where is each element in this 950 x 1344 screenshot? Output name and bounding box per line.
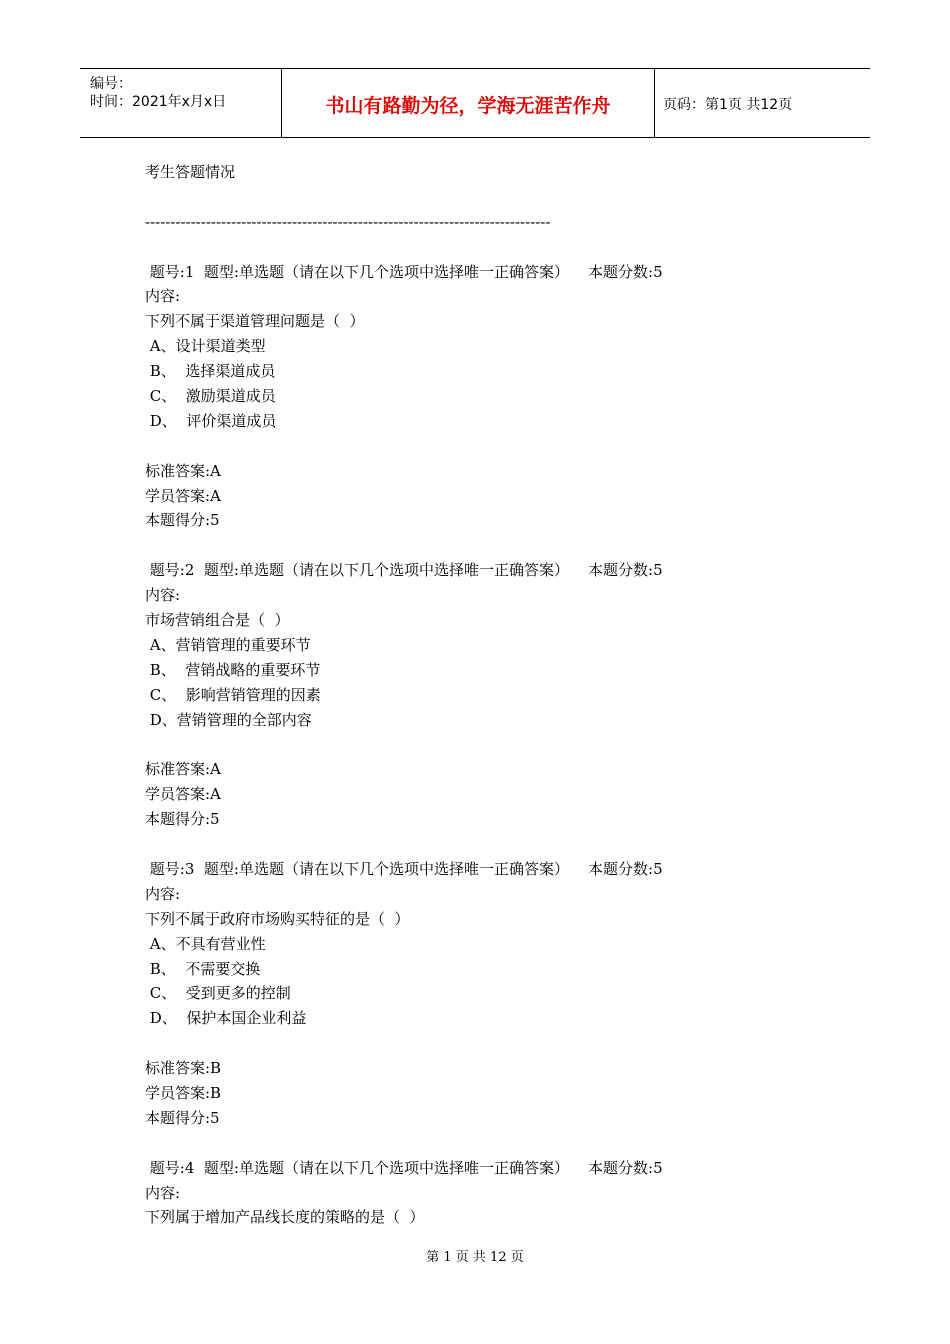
question-score: 本题得分:5: [145, 1108, 220, 1127]
content-label: 内容:: [145, 1183, 181, 1202]
option-c: C、 受到更多的控制: [145, 984, 291, 1003]
motto-text: 书山有路勤为径，学海无涯苦作舟: [325, 95, 611, 117]
question-stem: 下列不属于渠道管理问题是（ ）: [145, 312, 365, 331]
question-stem: 下列属于增加产品线长度的策略的是（ ）: [145, 1208, 425, 1227]
document-header: [80, 68, 870, 138]
section-title: 考生答题情况: [145, 163, 236, 181]
option-a: A、不具有营业性: [145, 934, 266, 953]
option-b: B、 选择渠道成员: [145, 362, 276, 381]
question-stem: 下列不属于政府市场购买特征的是（ ）: [145, 909, 410, 928]
question-stem: 市场营销组合是（ ）: [145, 611, 290, 630]
content-label: 内容:: [145, 287, 181, 306]
question-block: [145, 558, 805, 857]
exam-content: [145, 160, 805, 1230]
header-page-label: 页码：第1页 共12页: [663, 97, 793, 113]
question-score: 本题得分:5: [145, 810, 220, 829]
student-answer: 学员答案:A: [145, 486, 221, 505]
option-d: D、营销管理的全部内容: [145, 710, 312, 729]
question-block: [145, 1156, 805, 1231]
question-block: [145, 260, 805, 559]
option-d: D、 保护本国企业利益: [145, 1009, 307, 1028]
question-header: 题号:4 题型:单选题（请在以下几个选项中选择唯一正确答案） 本题分数:5: [145, 1158, 663, 1177]
standard-answer: 标准答案:A: [145, 461, 221, 480]
question-block: [145, 857, 805, 1156]
option-c: C、 激励渠道成员: [145, 387, 276, 406]
time-label: 时间：2021年x月x日: [90, 94, 227, 110]
option-a: A、设计渠道类型: [145, 337, 266, 356]
question-score: 本题得分:5: [145, 511, 220, 530]
option-c: C、 影响营销管理的因素: [145, 685, 321, 704]
content-label: 内容:: [145, 884, 181, 903]
standard-answer: 标准答案:A: [145, 760, 221, 779]
student-answer: 学员答案:B: [145, 1083, 222, 1102]
option-b: B、 营销战略的重要环节: [145, 660, 321, 679]
question-header: 题号:3 题型:单选题（请在以下几个选项中选择唯一正确答案） 本题分数:5: [145, 859, 663, 878]
option-b: B、 不需要交换: [145, 959, 261, 978]
header-motto-cell: [282, 69, 655, 137]
standard-answer: 标准答案:B: [145, 1059, 222, 1078]
header-meta-cell: [80, 69, 282, 137]
number-label: 编号：: [90, 76, 132, 92]
option-d: D、 评价渠道成员: [145, 411, 277, 430]
option-a: A、营销管理的重要环节: [145, 635, 311, 654]
page-footer: 第 1 页 共 12 页: [426, 1250, 524, 1265]
student-answer: 学员答案:A: [145, 785, 221, 804]
question-header: 题号:1 题型:单选题（请在以下几个选项中选择唯一正确答案） 本题分数:5: [145, 262, 663, 281]
separator-line: --------------------------------------------------------------------------------: [145, 212, 551, 231]
question-header: 题号:2 题型:单选题（请在以下几个选项中选择唯一正确答案） 本题分数:5: [145, 561, 663, 580]
content-label: 内容:: [145, 586, 181, 605]
